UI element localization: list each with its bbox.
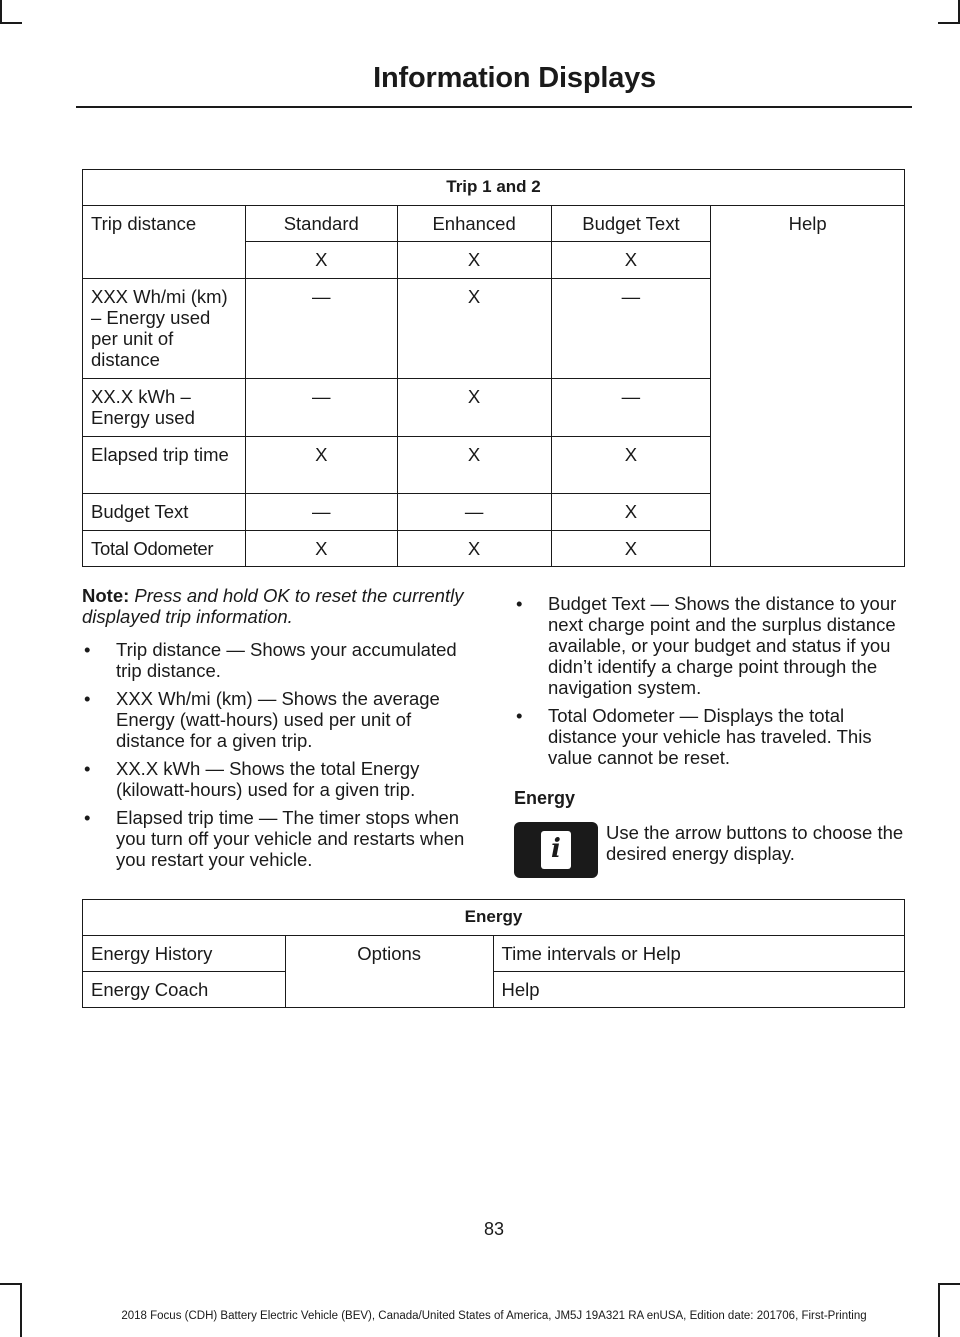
- trip-table-header-cell: [397, 206, 551, 242]
- cell-budget: X: [624, 501, 638, 522]
- table-cell: [551, 494, 711, 531]
- table-cell: [83, 279, 246, 379]
- trip-table-header-cell: [245, 206, 397, 242]
- info-glyph: i: [551, 834, 561, 864]
- energy-table: [82, 899, 905, 1008]
- note-text: Press and hold OK to reset the currently displayed trip information.: [82, 585, 464, 627]
- table-cell: [551, 531, 711, 567]
- cell-budget: —: [621, 286, 641, 307]
- table-cell: [245, 437, 397, 494]
- row-label: Budget Text: [91, 501, 189, 522]
- table-cell: [397, 494, 551, 531]
- table-cell: [245, 279, 397, 379]
- cell-standard: X: [315, 444, 328, 465]
- crop-mark-top-left-h: [0, 22, 22, 24]
- table-cell: [83, 972, 286, 1008]
- list-item-text: Total Odometer — Displays the total distance your vehicle has traveled. This value cannot be reset.: [548, 705, 872, 768]
- trip-table-caption: Trip 1 and 2: [83, 170, 905, 206]
- table-cell: [551, 437, 711, 494]
- info-book-icon: [514, 822, 598, 878]
- crop-mark-bottom-left: [0, 1283, 22, 1285]
- trip-table-header-cell: [83, 206, 246, 279]
- column-header-trip-distance: Trip distance: [91, 213, 197, 234]
- table-cell: [397, 437, 551, 494]
- table-cell: [551, 379, 711, 437]
- table-cell: [83, 437, 246, 494]
- crop-mark-bottom-right: [938, 1283, 960, 1285]
- trip-table: [82, 169, 905, 567]
- page-title: Information Displays: [373, 62, 656, 94]
- bullet-icon: •: [516, 705, 523, 726]
- table-cell: [245, 531, 397, 567]
- cell-standard: —: [312, 501, 331, 522]
- energy-table-caption: Energy: [83, 900, 905, 936]
- table-cell: [397, 379, 551, 437]
- list-item: [514, 705, 908, 768]
- table-cell: [83, 531, 246, 567]
- list-item: [82, 639, 476, 681]
- energy-heading: Energy: [514, 788, 576, 808]
- table-cell: [285, 936, 493, 1008]
- bullet-icon: •: [84, 639, 91, 660]
- row-label: XX.X kWh –Energy used: [91, 386, 195, 428]
- bullet-icon: •: [516, 593, 523, 614]
- options-label: Options: [357, 943, 422, 964]
- cell-enhanced: X: [467, 286, 481, 307]
- cell-budget: —: [621, 386, 641, 407]
- energy-description: Use the arrow buttons to choose the desired energy display.: [606, 822, 904, 864]
- list-item-text: Budget Text — Shows the distance to your next charge point and the surplus distance available, or your budget and status if you didn’t identify a charge point through the navigation system.: [548, 593, 897, 698]
- cell-budget: X: [624, 444, 638, 465]
- cell-standard: —: [312, 386, 331, 407]
- title-rule: [76, 106, 912, 108]
- cell-enhanced: —: [464, 501, 484, 522]
- table-cell: [551, 242, 711, 279]
- cell-budget: X: [624, 249, 638, 270]
- row-value: Help: [501, 979, 540, 1000]
- bullet-icon: •: [84, 758, 91, 779]
- table-cell: [493, 936, 904, 972]
- info-page-icon: [541, 831, 571, 869]
- table-cell: [245, 494, 397, 531]
- crop-mark-top-right-h: [938, 22, 960, 24]
- bullet-list-left: [82, 639, 476, 877]
- column-header-enhanced: Enhanced: [432, 213, 516, 234]
- row-label: XXX Wh/mi (km) – Energy used per unit of distance: [91, 286, 228, 370]
- column-header-standard: Standard: [283, 213, 359, 234]
- table-cell: [493, 972, 904, 1008]
- table-cell: [397, 242, 551, 279]
- cell-enhanced: X: [467, 249, 481, 270]
- bullet-icon: •: [84, 807, 91, 828]
- crop-mark-top-left: [0, 0, 2, 22]
- list-item-text: Elapsed trip time — The timer stops when you turn off your vehicle and restarts when you restart your vehicle.: [116, 807, 465, 870]
- table-cell: [551, 279, 711, 379]
- note-label: Note:: [82, 585, 130, 606]
- trip-table-header-cell: [551, 206, 711, 242]
- page-number: 83: [483, 1219, 505, 1239]
- list-item: [82, 688, 476, 751]
- table-cell: [83, 494, 246, 531]
- bullet-icon: •: [84, 688, 91, 709]
- cell-standard: —: [312, 286, 331, 307]
- table-cell: [245, 379, 397, 437]
- table-cell: [245, 242, 397, 279]
- row-label: Energy Coach: [91, 979, 209, 1000]
- row-label: Total Odometer: [91, 538, 214, 559]
- trip-table-help-cell: [711, 206, 905, 567]
- row-value: Time intervals or Help: [501, 943, 681, 964]
- list-item: [82, 758, 476, 800]
- list-item: [514, 593, 908, 698]
- cell-enhanced: X: [467, 538, 481, 559]
- list-item-text: Trip distance — Shows your accumulated trip distance.: [116, 639, 457, 681]
- table-cell: [83, 379, 246, 437]
- row-label: Energy History: [91, 943, 213, 964]
- list-item: [82, 807, 476, 870]
- bullet-list-right: [514, 593, 908, 775]
- list-item-text: XXX Wh/mi (km) — Shows the average Energy (watt-hours) used per unit of distance for a given trip.: [116, 688, 440, 751]
- list-item-text: XX.X kWh — Shows the total Energy (kilowatt-hours) used for a given trip.: [116, 758, 420, 800]
- column-header-help: Help: [788, 213, 827, 234]
- row-label: Elapsed trip time: [91, 444, 229, 465]
- footer-text: 2018 Focus (CDH) Battery Electric Vehicle (BEV), Canada/United States of America, JM5J 19A321 RA enUSA, Edition date: 201706, First-Printing: [121, 1310, 867, 1322]
- note: [82, 585, 482, 627]
- cell-enhanced: X: [467, 386, 481, 407]
- table-row: [83, 972, 905, 1008]
- table-cell: [397, 279, 551, 379]
- cell-enhanced: X: [467, 444, 481, 465]
- table-row: [83, 936, 905, 972]
- cell-standard: X: [315, 538, 328, 559]
- cell-budget: X: [624, 538, 638, 559]
- column-header-budget-text: Budget Text: [582, 213, 680, 234]
- cell-standard: X: [315, 249, 328, 270]
- table-cell: [83, 936, 286, 972]
- table-cell: [397, 531, 551, 567]
